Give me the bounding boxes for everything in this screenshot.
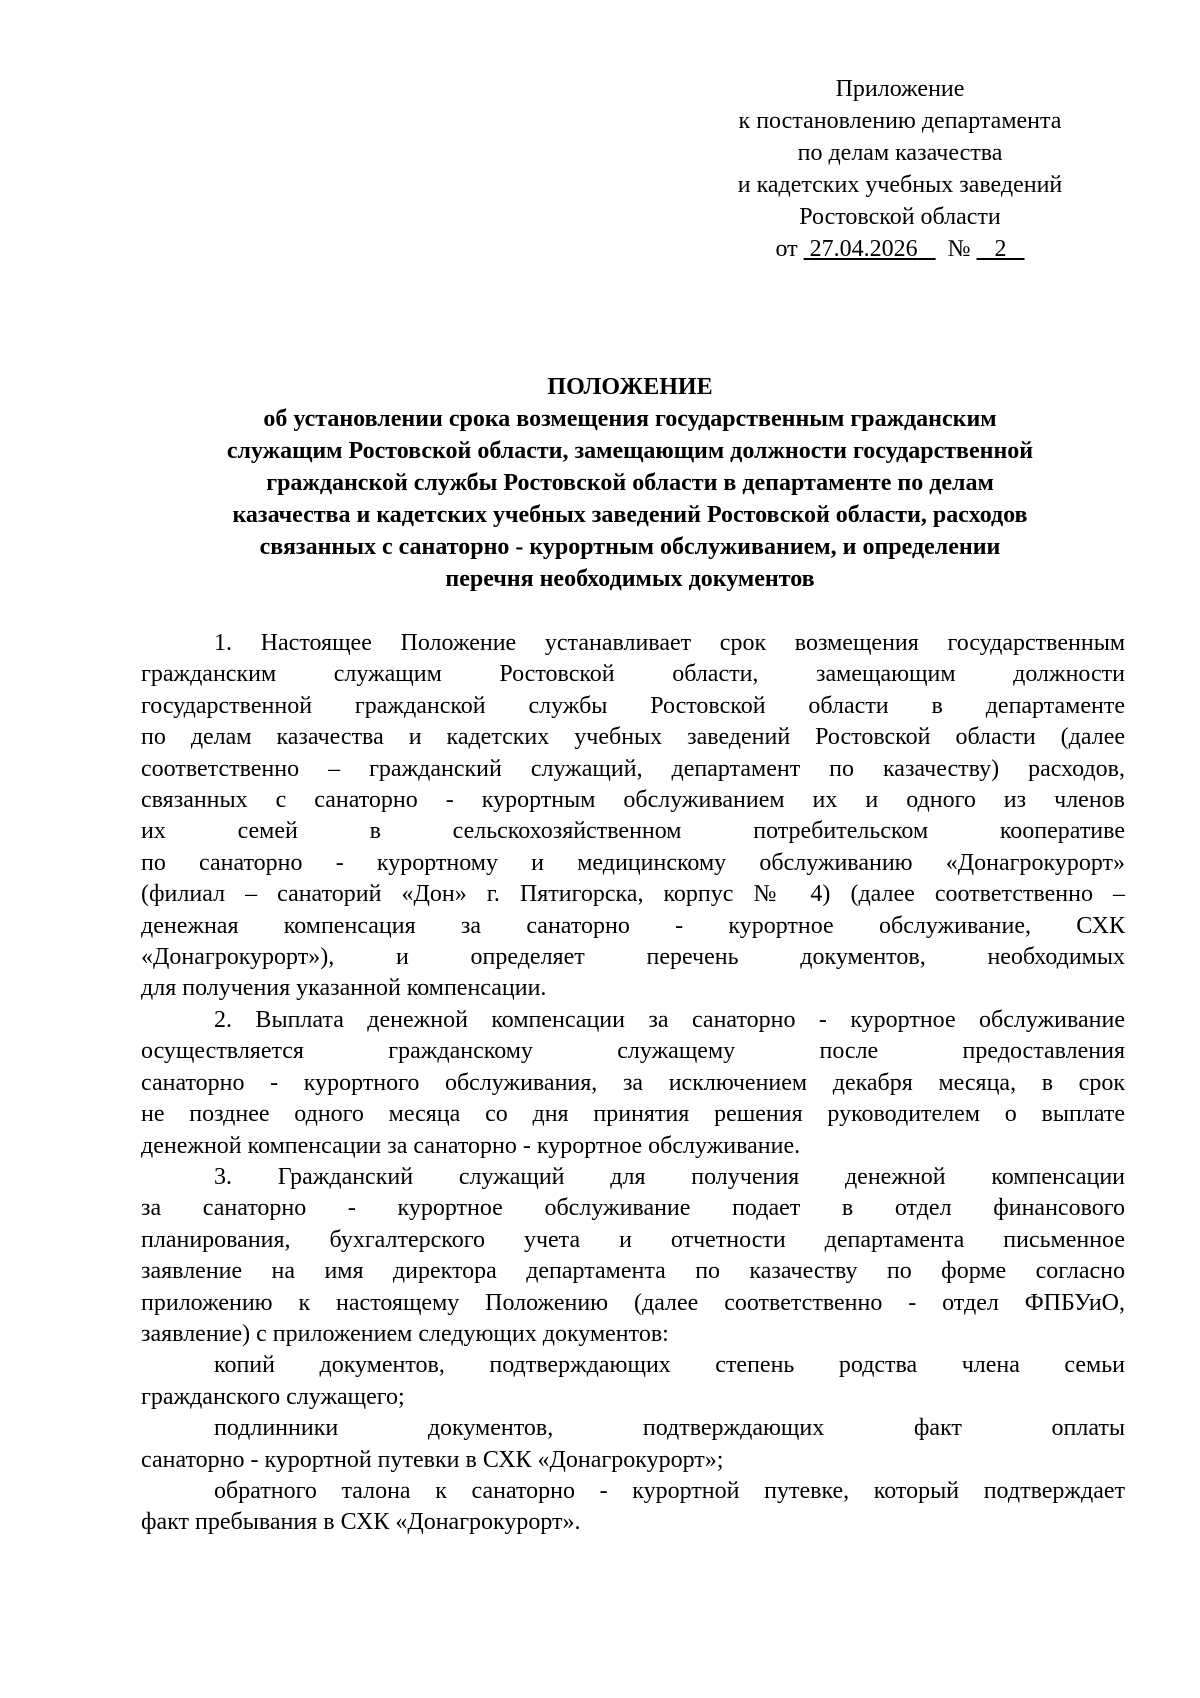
appendix-line-5: Ростовской области bbox=[799, 204, 1001, 230]
paragraph-line: 1. Настоящее Положение устанавливает срок возмещения государственным bbox=[214, 630, 1125, 656]
paragraph-line: за санаторно - курортное обслуживание подает в отдел финансового bbox=[141, 1195, 1125, 1222]
appendix-header bbox=[690, 73, 1110, 265]
paragraph-line: обратного талона к санаторно - курортной путевке, который подтверждает bbox=[214, 1477, 1125, 1504]
paragraph-line: их семей в сельскохозяйственном потребительском кооперативе bbox=[141, 818, 1125, 845]
paragraph-line: гражданским служащим Ростовской области, замещающим должности bbox=[141, 661, 1125, 688]
paragraph-line: подлинники документов, подтверждающих факт оплаты bbox=[214, 1415, 1125, 1442]
appendix-line-4: и кадетских учебных заведений bbox=[737, 172, 1063, 198]
title-line-4: казачества и кадетских учебных заведений Ростовской области, расходов bbox=[232, 502, 1028, 528]
paragraph-line: «Донагрокурорт»), и определяет перечень документов, необходимых bbox=[141, 944, 1125, 971]
paragraph-line: соответственно – гражданский служащий, департамент по казачеству) расходов, bbox=[141, 755, 1125, 782]
paragraph-line: гражданского служащего; bbox=[141, 1383, 405, 1410]
paragraph-line: санаторно - курортной путевки в СХК «Донагрокурорт»; bbox=[141, 1446, 724, 1473]
paragraph-4 bbox=[141, 1350, 1125, 1413]
number-value: 2 bbox=[994, 236, 1007, 262]
appendix-line-1: Приложение bbox=[835, 76, 965, 102]
paragraph-line: (филиал – санаторий «Дон» г. Пятигорска, корпус № 4) (далее соответственно – bbox=[141, 881, 1125, 908]
paragraph-6 bbox=[141, 1476, 1125, 1539]
paragraph-line: заявление на имя директора департамента по казачеству по форме согласно bbox=[141, 1258, 1125, 1285]
paragraph-2 bbox=[141, 1005, 1125, 1162]
document-body bbox=[141, 628, 1125, 1539]
paragraph-1 bbox=[141, 628, 1125, 1005]
paragraph-3 bbox=[141, 1162, 1125, 1350]
paragraph-line: связанных с санаторно - курортным обслуживанием их и одного из членов bbox=[141, 787, 1125, 814]
appendix-line-3: по делам казачества bbox=[797, 140, 1003, 166]
title-line-2: служащим Ростовской области, замещающим должности государственной bbox=[226, 438, 1034, 464]
paragraph-line: денежной компенсации за санаторно - курортное обслуживание. bbox=[141, 1132, 801, 1159]
paragraph-5 bbox=[141, 1413, 1125, 1476]
paragraph-line: приложению к настоящему Положению (далее соответственно - отдел ФПБУиО, bbox=[141, 1289, 1125, 1316]
number-sign: № bbox=[947, 236, 971, 262]
title-line-1: об установлении срока возмещения государственным гражданским bbox=[263, 406, 997, 432]
date-value: 27.04.2026 bbox=[809, 236, 918, 262]
paragraph-line: осуществляется гражданскому служащему после предоставления bbox=[141, 1038, 1125, 1065]
paragraph-line: планирования, бухгалтерского учета и отчетности департамента письменное bbox=[141, 1226, 1125, 1253]
title-line-5: связанных с санаторно - курортным обслуживанием, и определении bbox=[259, 534, 1001, 560]
appendix-date-line bbox=[690, 233, 1110, 265]
appendix-line-2: к постановлению департамента bbox=[738, 108, 1062, 134]
title-heading: ПОЛОЖЕНИЕ bbox=[547, 374, 713, 400]
paragraph-line: санаторно - курортного обслуживания, за исключением декабря месяца, в срок bbox=[141, 1069, 1125, 1096]
paragraph-line: копий документов, подтверждающих степень родства члена семьи bbox=[214, 1352, 1125, 1379]
number-field bbox=[977, 236, 1025, 262]
paragraph-line: 2. Выплата денежной компенсации за санаторно - курортное обслуживание bbox=[214, 1006, 1125, 1033]
paragraph-line: 3. Гражданский служащий для получения денежной компенсации bbox=[214, 1163, 1125, 1190]
title-line-3: гражданской службы Ростовской области в департаменте по делам bbox=[266, 470, 994, 496]
paragraph-line: государственной гражданской службы Ростовской области в департаменте bbox=[141, 692, 1125, 719]
paragraph-line: по санаторно - курортному и медицинскому обслуживанию «Донагрокурорт» bbox=[141, 849, 1125, 876]
document-title bbox=[140, 371, 1120, 595]
paragraph-line: денежная компенсация за санаторно - курортное обслуживание, СХК bbox=[141, 912, 1125, 939]
paragraph-line: не позднее одного месяца со дня принятия решения руководителем о выплате bbox=[141, 1101, 1125, 1128]
paragraph-line: заявление) с приложением следующих документов: bbox=[141, 1320, 669, 1347]
date-prefix: от bbox=[775, 236, 798, 262]
title-line-6: перечня необходимых документов bbox=[445, 566, 815, 592]
paragraph-line: по делам казачества и кадетских учебных заведений Ростовской области (далее bbox=[141, 724, 1125, 751]
paragraph-line: для получения указанной компенсации. bbox=[141, 975, 547, 1002]
paragraph-line: факт пребывания в СХК «Донагрокурорт». bbox=[141, 1509, 581, 1536]
date-field bbox=[804, 236, 936, 262]
